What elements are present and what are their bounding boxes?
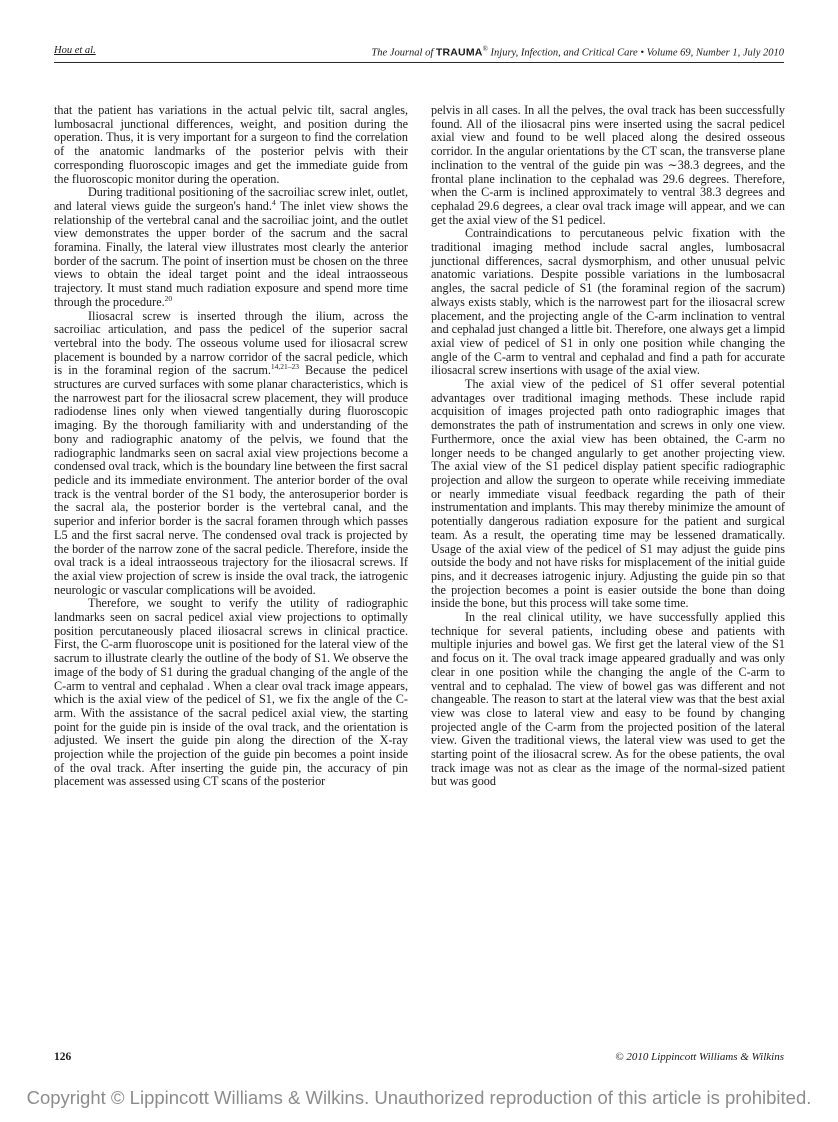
running-header <box>54 44 784 63</box>
citation-ref: 20 <box>164 293 173 303</box>
citation-ref: 14,21–23 <box>270 362 300 372</box>
left-paragraph-3 <box>54 310 408 598</box>
left-p2-text-b: The inlet view shows the relationship of the vertebral canal and the sacroiliac joint, and the outlet view demonstrates the upper border of the sacrum and the sacral foramina. Finally, the lateral view illustrates most clearly the anterior border of the sacrum. The point of insertion must be chosen on the three views to obtain the ideal target point and the ideal intraosseous trajectory. It must stand much radiation exposure and spend more time through the procedure. <box>54 198 409 309</box>
left-paragraph-4: Therefore, we sought to verify the utility of radiographic landmarks seen on sacral pedicel axial view projections to optimally position percutaneously placed iliosacral screws in clinical practice. First, the C-arm fluoroscope unit is positioned for the lateral view of the sacrum to illustrate clearly the outline of the body of S1. We observe the image of the body of S1 during the gradual changing of the angle of the C-arm to ventral and cephalad . When a clear oval track image appears, which is the axial view of the pedicel of S1, we fix the angle of the C-arm. With the assistance of the sacral pedicel axial view, the starting point for the guide pin is inside of the oval track, and the orientation is adjusted. We insert the guide pin along the direction of the X-ray projection while the projection of the guide pin becomes a point inside of the oval track. After inserting the guide pin, the accuracy of pin placement was assessed using CT scans of the posterior <box>54 596 408 789</box>
right-paragraph-3: The axial view of the pedicel of S1 offer several potential advantages over traditional imaging methods. These include rapid acquisition of images projected path onto radiographic images that demonstrates the path of instrumentation and screws in only one view. Furthermore, once the axial view has been obtained, the C-arm no longer needs to be changed angularly to get another projecting view. The axial view of the S1 pedicel display patient specific radiographic projection and allow the surgeon to operate while receiving immediate or nearly immediate visual feedback regarding the path of their instrumentation and implants. This may thereby minimize the amount of potentially dangerous radiation exposure for the patient and surgical team. As a result, the operating time may be lessened dramatically. Usage of the axial view of the pedicel of S1 may adjust the guide pins outside the body and not have risks for misplacement of the initial guide pins, and it decreases iatrogenic injury. Adjusting the guide pin so that the projection becomes a point is easier outside the bone than doing inside the bone, but this process will take some time. <box>431 377 785 611</box>
header-journal <box>371 45 784 59</box>
journal-reg-mark: ® <box>482 45 488 53</box>
left-p2-text-a: During traditional positioning of the sacroiliac screw inlet, outlet, and lateral views guide the surgeon's hand. <box>54 185 408 213</box>
journal-prefix: The Journal of <box>371 47 436 59</box>
page-number: 126 <box>54 1051 72 1063</box>
left-p3-text-b: Because the pedicel structures are curved surfaces with some planar characteristics, which is the narrowest part for the iliosacral screw placement, they will produce radiodense lines only when viewed tangentially during fluoroscopic imaging. By the thorough familiarity with and understanding of the bony and radiographic anatomy of the pelvis, we found that the radiographic landmarks seen on sacral axial view projections become a condensed oval track, which is the boundary line between the first sacral pedicle and its immediate environment. The anterior border of the oval track is the ventral border of the S1 body, the anterosuperior border is the sacral ala, the posterior border is the vertebral canal, and the superior and inferior border is the sacral foramen through which passes L5 and the first sacral nerve. The condensed oval track is projected by the border of the narrow zone of the sacral pedicle. Therefore, inside the oval track is a ideal intraosseous trajectory for the iliosacral screws. If the axial view projection of screw is inside the oval track, the iatrogenic neurologic or vascular complications will be avoided. <box>54 363 408 597</box>
right-column <box>431 104 785 789</box>
right-paragraph-4: In the real clinical utility, we have successfully applied this technique for several patients, including obese and patients with multiple injuries and bowel gas. We first get the lateral view of the S1 and focus on it. The oval track image appeared gradually and was only clear in one position while the changing the angle of the C-arm to ventral and to cephalad. The view of bowel gas was different and not changeable. The reason to start at the lateral view was that the best axial view was close to lateral view and easy to be found by changing projected angle of the C-arm from the projected position of the lateral view. Given the traditional views, the lateral view was used to get the starting point of the iliosacral screw. As for the obese patients, the oval track image was not as clear as the image of the normal-sized patient but was good <box>431 610 785 789</box>
right-paragraph-1: pelvis in all cases. In all the pelves, the oval track has been successfully found. All of the iliosacral pins were inserted using the sacral pedicel axial view and found to be well placed along the desired osseous corridor. In the angular orientations by the CT scan, the transverse plane inclination to the ventral of the guide pin was ∼38.3 degrees, and the frontal plane inclination to the cephalad was 29.6 degrees. Therefore, when the C-arm is inclined approximately to ventral 38.3 degrees and cephalad 29.6 degrees, a clear oval track image will appear, and we can get the axial view of the S1 pedicel. <box>431 103 785 227</box>
footer-copyright: © 2010 Lippincott Williams & Wilkins <box>615 1051 784 1063</box>
journal-suffix: Injury, Infection, and Critical Care • Volume 69, Number 1, July 2010 <box>487 47 784 59</box>
citation-ref: 4 <box>271 197 276 207</box>
left-column <box>54 104 408 789</box>
journal-brand: TRAUMA <box>435 46 483 59</box>
header-authors: Hou et al. <box>54 45 96 56</box>
copyright-watermark: Copyright © Lippincott Williams & Wilkins. Unauthorized reproduction of this article is prohibited. <box>26 1087 812 1108</box>
left-p3-text-a: Iliosacral screw is inserted through the ilium, across the sacroiliac articulation, and pass the pedicel of the superior sacral vertebral into the body. The osseous volume used for iliosacral screw placement is bounded by a narrow corridor of the sacral pedicle, which is in the foraminal region of the sacrum. <box>54 308 408 378</box>
left-paragraph-1: that the patient has variations in the actual pelvic tilt, sacral angles, lumbosacral junctional differences, weight, and position during the operation. Thus, it is very important for a surgeon to find the correlation of the anatomic landmarks of the posterior pelvis with their corresponding fluoroscopic images and get the immediate guide from the fluoroscopic monitor during the operation. <box>54 103 408 186</box>
right-paragraph-2: Contraindications to percutaneous pelvic fixation with the traditional imaging method include sacral angles, lumbosacral junctional differences, sacral dysmorphism, and other unusual pelvic anatomic variations. Despite possible variations in the lumbosacral angles, the sacral pedicle of S1 (the foraminal region of the sacrum) always exists stably, which is the narrowest part for the iliosacral screw placement, and the projecting angle of the C-arm inclination to ventral and cephalad just changed a little bit. Therefore, one always get a limpid axial view of pedicel of S1 in only one position while changing the angle of the C-arm to ventral and cephalad and find a path for accurate iliosacral screw insertions with usage of the axial view. <box>431 226 785 378</box>
left-paragraph-2 <box>54 186 408 309</box>
